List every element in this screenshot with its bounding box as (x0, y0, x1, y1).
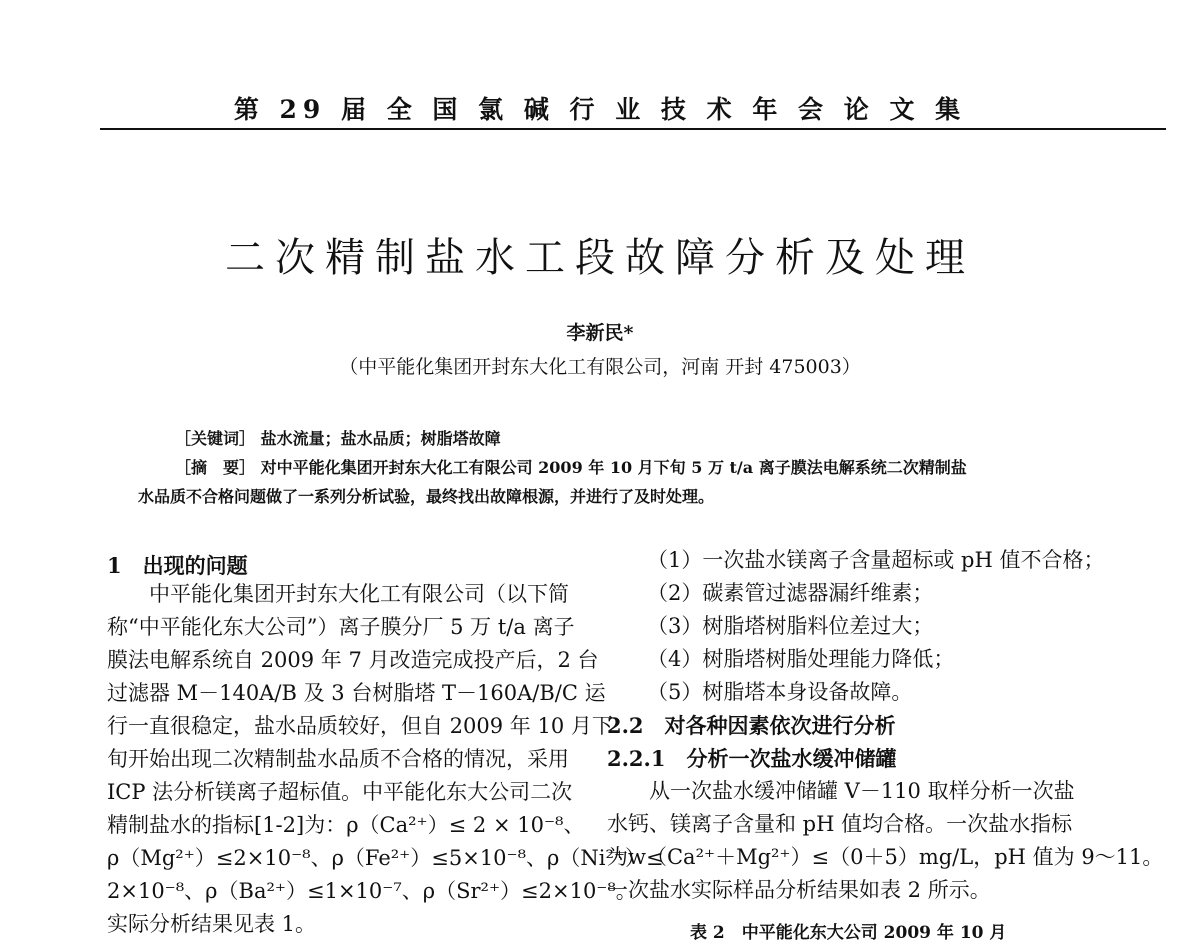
abstract-label: ［摘 要］ (175, 458, 256, 477)
paper-title: 二次精制盐水工段故障分析及处理 (225, 235, 975, 281)
running-header: 第 29 届 全 国 氯 碱 行 业 技 术 年 会 论 文 集 (233, 95, 967, 124)
body-line: 为w（Ca²⁺＋Mg²⁺）≤（0＋5）mg/L，pH 值为 9～11。 (607, 845, 1164, 869)
subsection-heading-2-2-1: 2.2.1 分析一次盐水缓冲储罐 (607, 746, 897, 771)
body-line: ρ（Mg²⁺）≤2×10⁻⁸、ρ（Fe²⁺）≤5×10⁻⁸、ρ（Ni²⁺）≤ (107, 846, 664, 870)
cause-item: （4）树脂塔树脂处理能力降低； (647, 647, 955, 671)
left-column-body (107, 578, 664, 941)
table-caption: 表 2 中平能化东大公司 2009 年 10 月 (690, 923, 1007, 943)
body-line: 旬开始出现二次精制盐水品质不合格的情况，采用 (107, 747, 569, 771)
cause-item: （3）树脂塔树脂料位差过大； (647, 614, 934, 638)
body-line: 实际分析结果见表 1。 (107, 912, 317, 936)
body-line: 中平能化集团开封东大化工有限公司（以下简 (107, 582, 569, 606)
body-line: 膜法电解系统自 2009 年 7 月改造完成投产后，2 台 (107, 648, 599, 672)
keywords-label: ［关键词］ (175, 429, 256, 448)
body-line: 精制盐水的指标[1-2]为：ρ（Ca²⁺）≤ 2 × 10⁻⁸、 (107, 813, 585, 837)
cause-list (607, 544, 1177, 907)
keywords (175, 426, 501, 449)
body-line: ICP 法分析镁离子超标值。中平能化东大公司二次 (107, 780, 573, 804)
abstract-line-2: 水品质不合格问题做了一系列分析试验，最终找出故障根源，并进行了及时处理。 (138, 487, 715, 506)
author: 李新民* (566, 322, 634, 344)
body-line: 一次盐水实际样品分析结果如表 2 所示。 (607, 878, 991, 902)
body-line: 称“中平能化东大公司”）离子膜分厂 5 万 t/a 离子 (107, 615, 575, 639)
cause-item: （5）树脂塔本身设备故障。 (647, 680, 913, 704)
cause-item: （1）一次盐水镁离子含量超标或 pH 值不合格； (647, 548, 1105, 572)
section-heading-1: 1 出现的问题 (107, 553, 248, 578)
body-line: 从一次盐水缓冲储罐 V－110 取样分析一次盐 (607, 779, 1075, 803)
body-line: 行一直很稳定，盐水品质较好，但自 2009 年 10 月下 (107, 714, 613, 738)
cause-item: （2）碳素管过滤器漏纤维素； (647, 581, 934, 605)
body-line: 2×10⁻⁸、ρ（Ba²⁺）≤1×10⁻⁷、ρ（Sr²⁺）≤2×10⁻⁸。 (107, 879, 637, 903)
header-rule (100, 128, 1166, 130)
body-line: 过滤器 M－140A/B 及 3 台树脂塔 T－160A/B/C 运 (107, 681, 606, 705)
abstract-line-1 (175, 455, 967, 478)
subsection-heading-2-2: 2.2 对各种因素依次进行分析 (607, 713, 896, 738)
keywords-text: 盐水流量；盐水品质；树脂塔故障 (260, 429, 501, 448)
body-line: 水钙、镁离子含量和 pH 值均合格。一次盐水指标 (607, 812, 1073, 836)
affiliation: （中平能化集团开封东大化工有限公司，河南 开封 475003） (339, 356, 861, 378)
abstract-text-1: 对中平能化集团开封东大化工有限公司 2009 年 10 月下旬 5 万 t/a 离子膜法电解系统二次精制盐 (260, 458, 967, 477)
